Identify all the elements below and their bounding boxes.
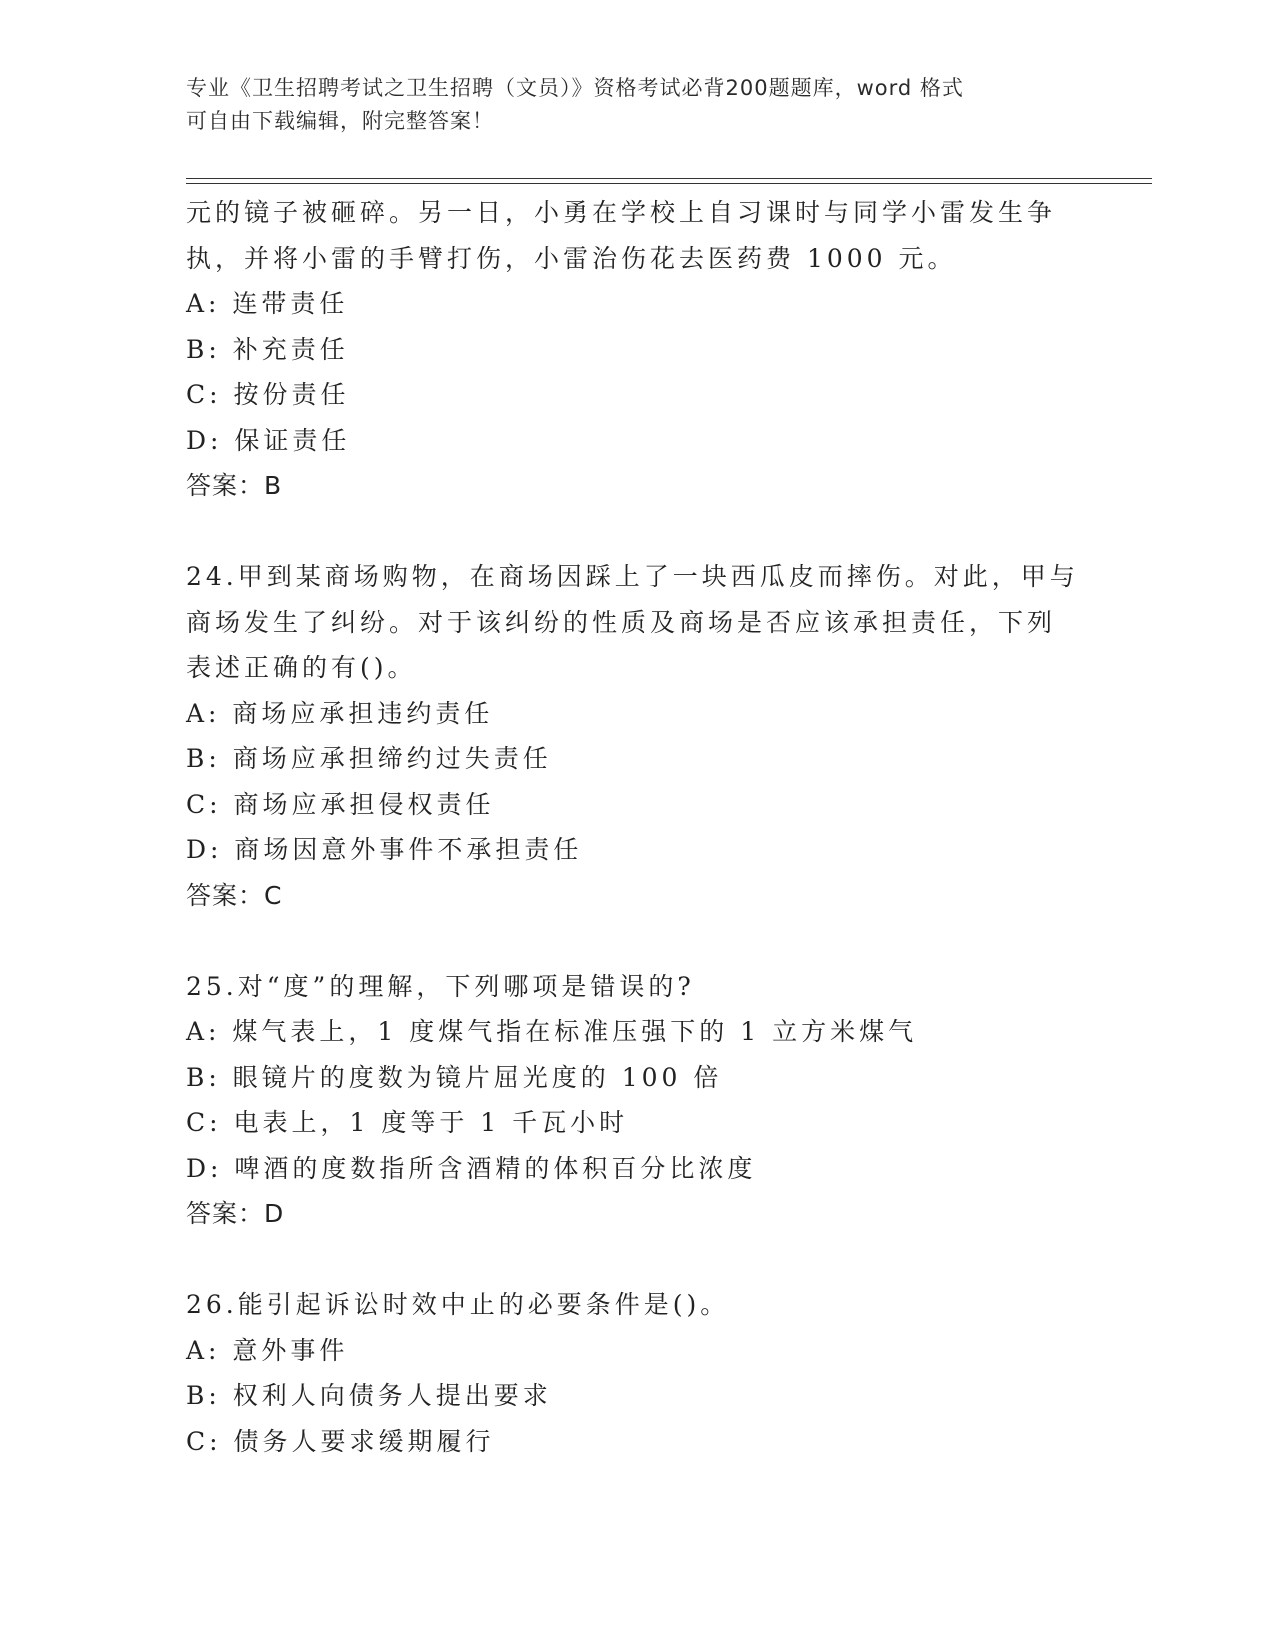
option-a: A: 连带责任 (186, 289, 349, 318)
question-24 (186, 554, 1086, 918)
question-gap (186, 918, 1086, 964)
option-c: C: 商场应承担侵权责任 (186, 789, 495, 819)
answer-line: 答案：C (186, 880, 283, 910)
option-a: A: 意外事件 (186, 1335, 349, 1365)
option-b: B: 补充责任 (186, 334, 349, 364)
option-d: D: 保证责任 (186, 425, 351, 455)
document-header (186, 72, 1066, 138)
answer-line: 答案：D (186, 1199, 285, 1228)
header-divider-bottom (186, 183, 1152, 184)
question-text-line: 元的镜子被砸碎。另一日，小勇在学校上自习课时与同学小雷发生争 (186, 198, 1057, 227)
question-23-continuation (186, 190, 1086, 509)
option-a: A: 煤气表上，1 度煤气指在标准压强下的 1 立方米煤气 (186, 1017, 918, 1046)
option-a: A: 商场应承担违约责任 (186, 698, 494, 728)
header-line-1: 专业《卫生招聘考试之卫生招聘（文员）》资格考试必背200题题库，word 格式 (186, 76, 964, 100)
question-text-line: 执，并将小雷的手臂打伤，小雷治伤花去医药费 1000 元。 (186, 243, 957, 273)
option-c: C: 按份责任 (186, 380, 350, 409)
question-text-line: 商场发生了纠纷。对于该纠纷的性质及商场是否应该承担责任，下列 (186, 607, 1057, 637)
question-gap (186, 1237, 1086, 1283)
option-c: C: 债务人要求缓期履行 (186, 1426, 495, 1456)
option-d: D: 商场因意外事件不承担责任 (186, 835, 583, 864)
option-d: D: 啤酒的度数指所含酒精的体积百分比浓度 (186, 1153, 757, 1183)
question-gap (186, 509, 1086, 555)
answer-line: 答案：B (186, 471, 283, 500)
header-divider-top (186, 178, 1152, 179)
option-b: B: 商场应承担缔约过失责任 (186, 744, 552, 773)
header-line-2: 可自由下载编辑，附完整答案！ (186, 109, 494, 133)
question-text-line: 25.对“度”的理解，下列哪项是错误的? (186, 971, 695, 1001)
option-b: B: 权利人向债务人提出要求 (186, 1381, 552, 1410)
question-25 (186, 964, 1086, 1237)
question-text-line: 26.能引起诉讼时效中止的必要条件是()。 (186, 1290, 730, 1319)
question-26 (186, 1282, 1086, 1464)
question-text-line: 表述正确的有()。 (186, 653, 417, 682)
option-c: C: 电表上，1 度等于 1 千瓦小时 (186, 1108, 629, 1137)
document-body (186, 190, 1086, 1464)
question-text-line: 24.甲到某商场购物，在商场因踩上了一块西瓜皮而摔伤。对此，甲与 (186, 562, 1079, 591)
option-b: B: 眼镜片的度数为镜片屈光度的 100 倍 (186, 1062, 723, 1092)
